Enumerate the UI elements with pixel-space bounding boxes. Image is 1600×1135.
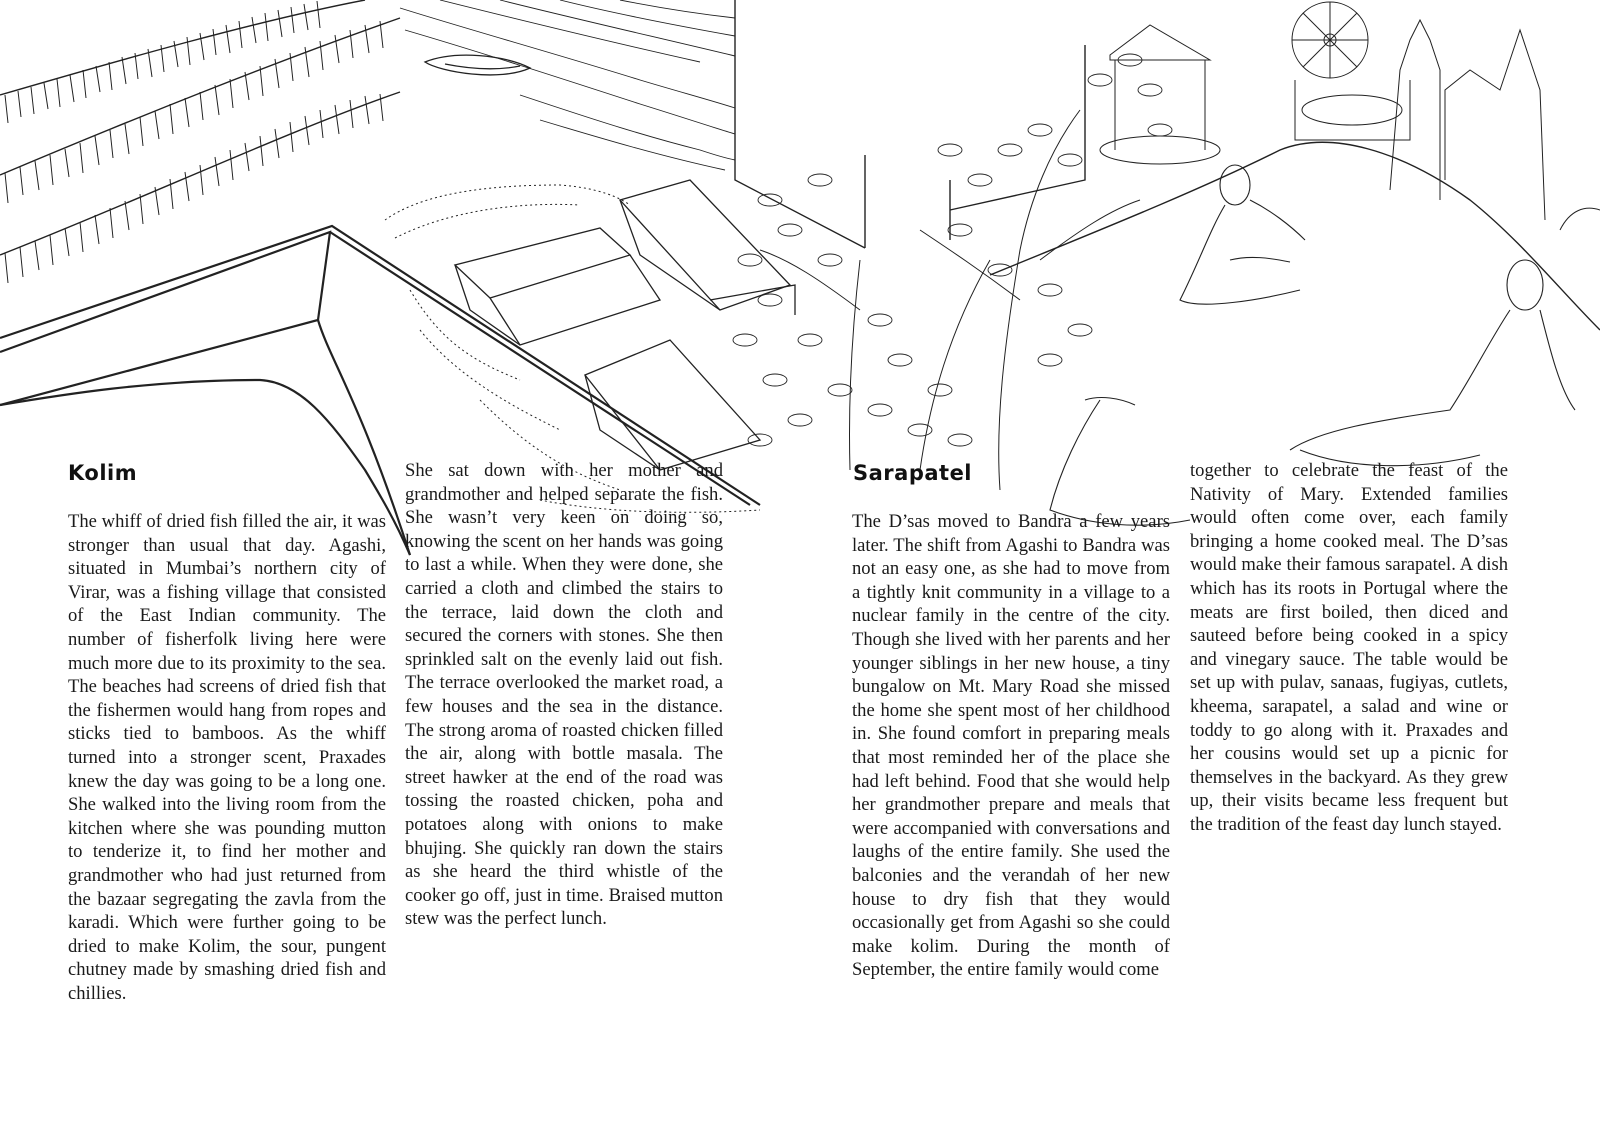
fair-and-church	[1100, 2, 1600, 230]
text-column-3	[852, 510, 1170, 982]
trees	[733, 54, 1172, 490]
text-column-4	[1190, 459, 1508, 837]
paragraph: The whiff of dried fish filled the air, it was stronger than usual that day. Agashi, situated in Mumbai’s northern city of Virar, was a fishing village that consisted of the East Indian community. The number of fisherfolk living here were much more due to its proximity to the sea. The beaches had screens of dried fish that the fishermen would hang from ropes and sticks tied to bamboos. As the whiff turned into a stronger scent, Praxades knew the day was going to be a long one. She walked into the living room from the kitchen where she was pounding mutton to tenderize it, to find her mother and grandmother who had just returned from the bazaar segregating the zavla from the karadi. Which were further going to be dried to make Kolim, the sour, pungent chutney made by smashing dried fish and chillies.	[68, 511, 386, 1004]
paragraph: together to celebrate the feast of the Nativity of Mary. Extended families would often come over, each family bringing a home cooked meal. The D’sas would make their famous sarapatel. A dish which has its roots in Portugal where the meats are first boiled, then diced and sauteed before being cooked in a spicy and vinegary sauce. The table would be set up with pulav, sanaas, fugiyas, cutlets, kheema, sarapatel, a salad and wine or toddy to go along with it. Praxades and her cousins would set up a picnic for themselves in the backyard. As they grew up, their visits became less frequent but the tradition of the feast day lunch stayed.	[1190, 460, 1508, 835]
section-heading-kolim: Kolim	[68, 461, 138, 485]
hill-line	[990, 142, 1600, 330]
sea-waves	[400, 0, 735, 170]
paragraph: The D’sas moved to Bandra a few years later. The shift from Agashi to Bandra was not an easy one, as she had to move from a tightly knit community in a village to a nuclear family in the centre of the city. Though she lived with her parents and her younger siblings in her new house, a tiny bungalow on Mt. Mary Road she missed the home she spent most of her childhood in. She found comfort in preparing meals that most reminded her of the place she had left behind. Food that she would help her grandmother prepare and meals that were accompanied with conversations and laughs of the entire family. She used the balconies and the verandah of her new house to dry fish that they would occasionally get from Agashi so she could make kolim. During the month of September, the entire family would come	[852, 511, 1170, 981]
text-column-1	[68, 510, 386, 1005]
boat	[425, 55, 530, 75]
text-column-2	[405, 459, 723, 931]
paragraph: She sat down with her mother and grandmother and helped separate the fish. She wasn’t very keen on doing so, knowing the scent on her hands was going to last a while. When they were done, she carried a cloth and climbed the stairs to the terrace, laid down the cloth and secured the corners with stones. She then sprinkled salt on the evenly laid out fish. The terrace overlooked the market road, a few houses and the sea in the distance. The strong aroma of roasted chicken filled the air, along with bottle masala. The street hawker at the end of the road was tossing the roasted chicken, poha and potatoes along with onions to make bhujing. She quickly ran down the stairs as she heard the third whistle of the cooker go off, just in time. Braised mutton stew was the perfect lunch.	[405, 460, 723, 930]
house-frame	[735, 0, 1085, 248]
dried-fish-screens	[0, 0, 400, 283]
section-heading-sarapatel: Sarapatel	[853, 461, 973, 485]
village-houses	[455, 180, 795, 470]
